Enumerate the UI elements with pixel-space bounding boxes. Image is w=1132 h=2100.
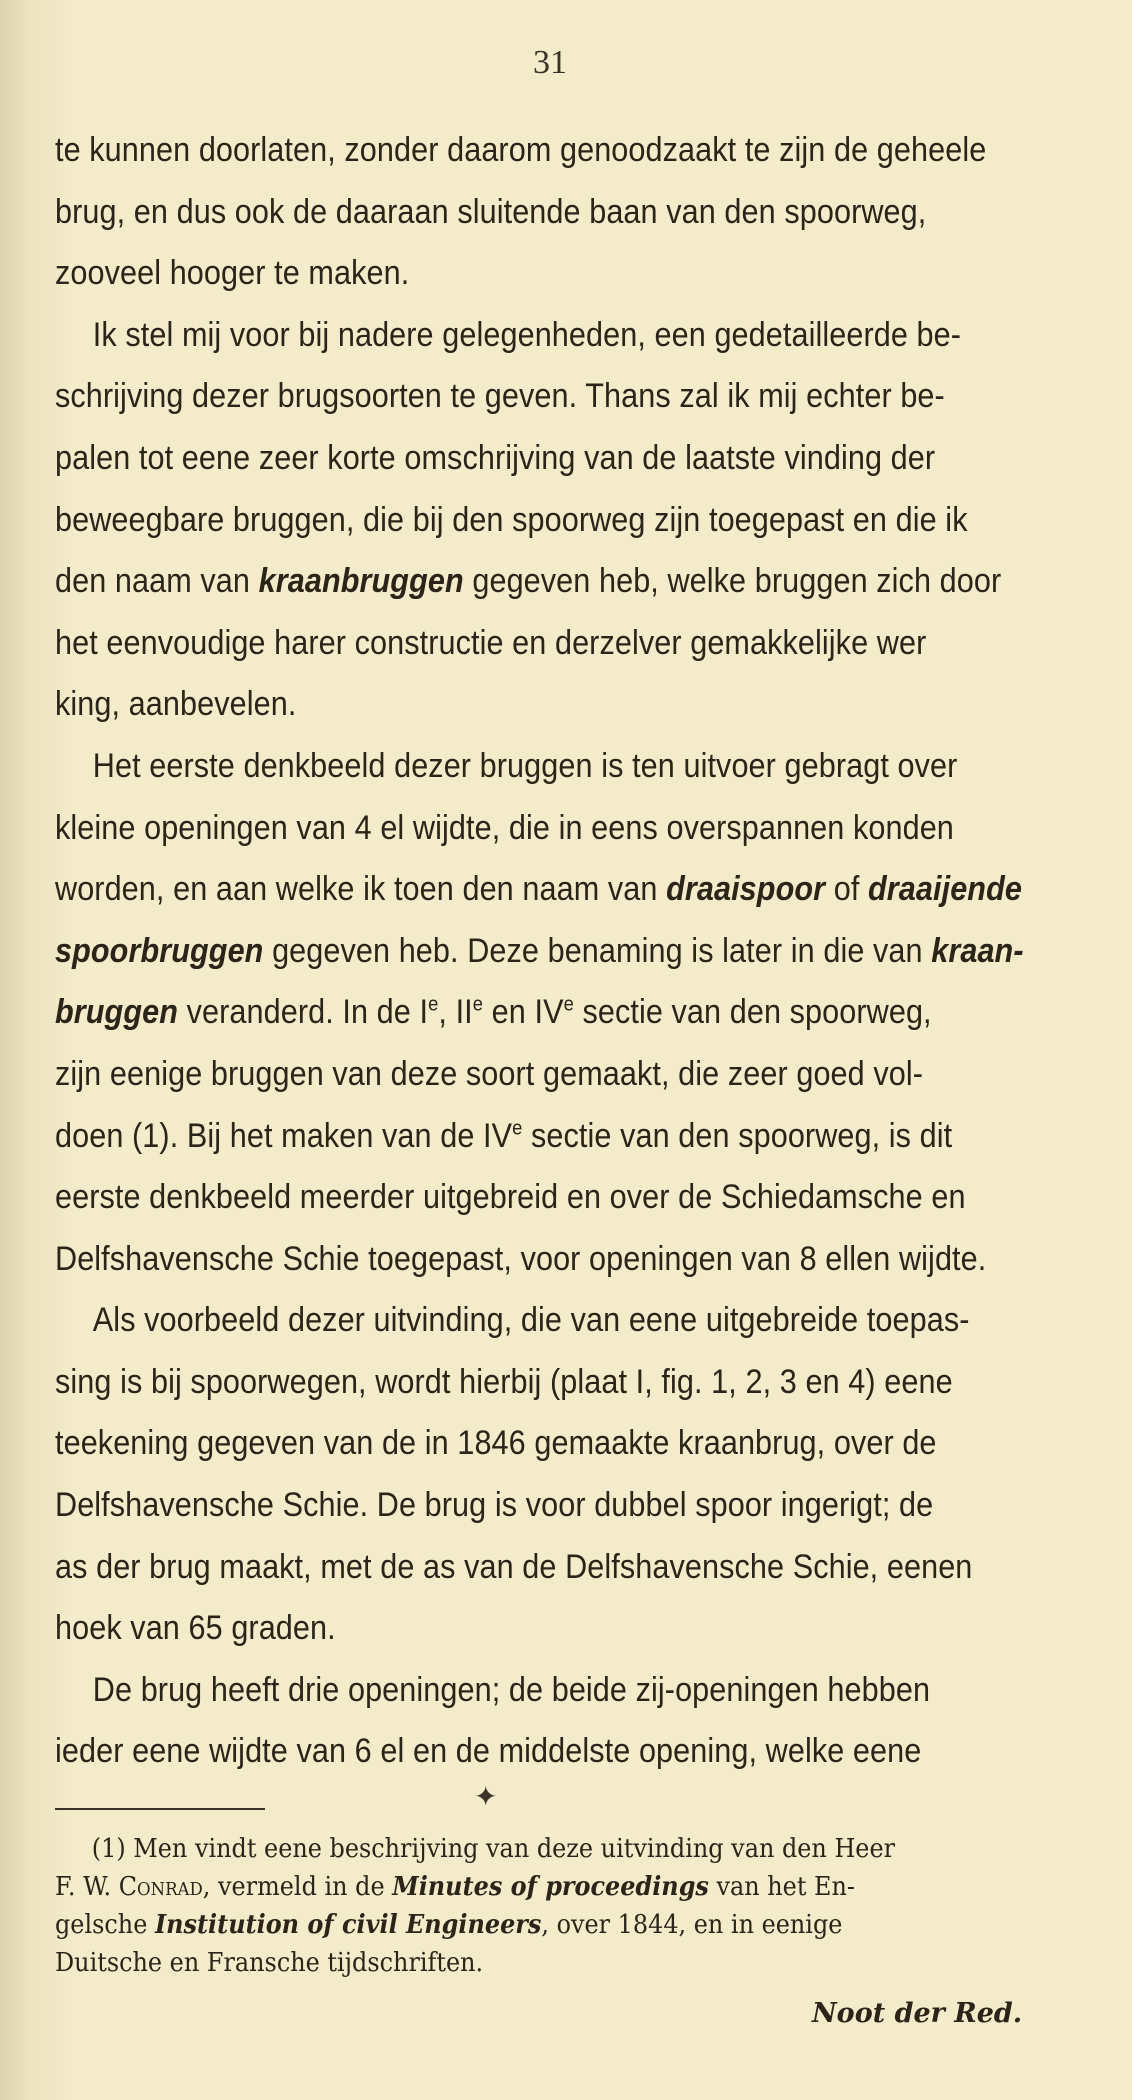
- superscript: e: [563, 993, 574, 1016]
- editor-note-signature: Noot der Red.: [812, 1998, 1023, 2029]
- text-segment: gegeven heb, welke bruggen zich door: [472, 562, 1002, 601]
- author-name: Conrad: [118, 1872, 203, 1902]
- footnote-line: [55, 1868, 1003, 1906]
- italic-term: kraan-: [931, 931, 1024, 970]
- page-number: 31: [533, 44, 567, 81]
- text-segment: veranderd. In de I: [186, 993, 429, 1032]
- text-segment: van het En-: [716, 1872, 856, 1902]
- superscript: e: [428, 993, 439, 1016]
- text-line: De brug heeft drie openingen; de beide zij-openingen hebben: [92, 1670, 931, 1709]
- text-segment: , II: [438, 993, 473, 1032]
- text-line: [55, 859, 1022, 921]
- text-line: zijn eenige bruggen van deze soort gemaakt, die zeer goed vol-: [55, 1054, 924, 1093]
- text-line: te kunnen doorlaten, zonder daarom genoodzaakt te zijn de geheele: [55, 131, 987, 169]
- superscript: e: [472, 993, 484, 1016]
- text-line: hoek van 65 graden.: [55, 1609, 336, 1648]
- text-line: Delfshavensche Schie toegepast, voor openingen van 8 ellen wijdte.: [55, 1239, 987, 1278]
- footnote: [55, 1830, 1085, 1982]
- footnote-divider: [55, 1808, 265, 1810]
- text-line: teekening gegeven van de in 1846 gemaakte kraanbrug, over de: [55, 1424, 937, 1463]
- text-segment: sectie van den spoorweg,: [573, 993, 932, 1032]
- text-line: [55, 982, 978, 1044]
- text-segment: en IV: [483, 993, 564, 1032]
- text-segment: gegeven heb. Deze benaming is later in die van: [272, 931, 923, 970]
- text-line: ieder eene wijdte van 6 el en de middelste opening, welke eene: [55, 1732, 922, 1771]
- superscript: e: [512, 1117, 523, 1140]
- text-line: Als voorbeeld dezer uitvinding, die van eene uitgebreide toepas-: [92, 1301, 970, 1340]
- text-line: zooveel hooger te maken.: [55, 254, 410, 293]
- italic-term: kraanbruggen: [258, 562, 464, 601]
- text-line: eerste denkbeeld meerder uitgebreid en over de Schiedamsche en: [55, 1178, 966, 1217]
- text-line: as der brug maakt, met de as van de Delfshavensche Schie, eenen: [55, 1547, 973, 1586]
- italic-title: Minutes of proceedings: [392, 1872, 709, 1902]
- italic-term: draaijende: [868, 870, 1022, 909]
- text-segment: den naam van: [55, 562, 251, 601]
- text-segment: , vermeld in de: [202, 1872, 385, 1902]
- italic-term: draaispoor: [666, 870, 826, 909]
- text-segment: gelsche: [55, 1910, 148, 1940]
- text-line: kleine openingen van 4 el wijdte, die in eens overspannen konden: [55, 808, 954, 847]
- text-line: beweegbare bruggen, die bij den spoorweg zijn toegepast en die ik: [55, 500, 968, 539]
- text-segment: sectie van den spoorweg, is dit: [522, 1116, 953, 1155]
- printer-mark-icon: ✦: [474, 1780, 498, 1813]
- text-line: schrijving dezer brugsoorten te geven. Thans zal ik mij echter be-: [55, 377, 945, 416]
- text-line: [55, 921, 1024, 983]
- text-segment: , over 1844, en in eenige: [541, 1910, 843, 1940]
- text-line: palen tot eene zeer korte omschrijving van de laatste vinding der: [55, 438, 936, 477]
- body-text: [55, 120, 1080, 1783]
- text-segment: doen (1). Bij het maken van de IV: [55, 1116, 513, 1155]
- text-line: Het eerste denkbeeld dezer bruggen is ten uitvoer gebragt over: [92, 746, 958, 785]
- text-line: het eenvoudige harer constructie en derzelver gemakkelijke wer: [55, 623, 927, 662]
- text-line: Ik stel mij voor bij nadere gelegenheden, een gedetailleerde be-: [92, 315, 962, 354]
- text-line: [55, 551, 1002, 613]
- text-segment: F. W.: [55, 1872, 112, 1902]
- footnote-line: Duitsche en Fransche tijdschriften.: [55, 1948, 484, 1978]
- text-line: king, aanbevelen.: [55, 685, 297, 724]
- text-segment: of: [833, 870, 860, 909]
- italic-term: spoorbruggen: [55, 931, 264, 970]
- text-segment: worden, en aan welke ik toen den naam van: [55, 870, 658, 909]
- footnote-line: (1) Men vindt eene beschrijving van deze uitvinding van den Heer: [91, 1834, 896, 1864]
- italic-term: bruggen: [55, 993, 179, 1032]
- footnote-line: [55, 1906, 1003, 1944]
- text-line: brug, en dus ook de daaraan sluitende baan van den spoorweg,: [55, 192, 927, 231]
- text-line: Delfshavensche Schie. De brug is voor dubbel spoor ingerigt; de: [55, 1486, 934, 1525]
- text-line: [55, 1106, 978, 1168]
- text-line: sing is bij spoorwegen, wordt hierbij (plaat I, fig. 1, 2, 3 en 4) eene: [55, 1362, 953, 1401]
- italic-title: Institution of civil Engineers: [154, 1910, 542, 1940]
